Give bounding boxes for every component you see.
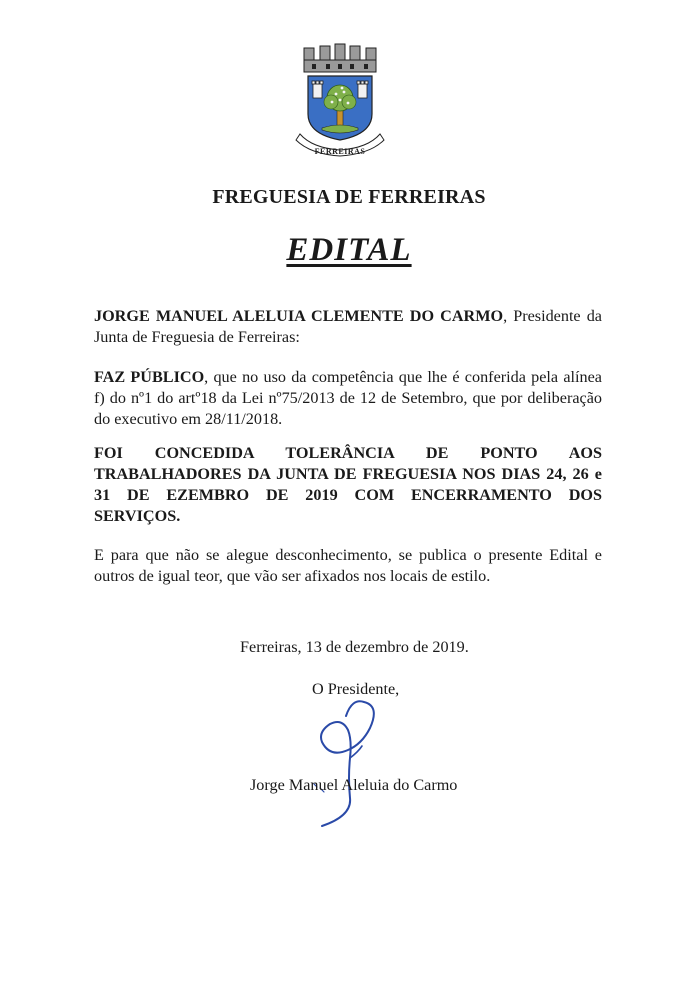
announcement-rest: , que no uso da competência que lhe é conferida pela alínea f) do nº1 do artº18 da Lei nº75/2013 de 12 de Setembro, que por deliberação do executivo em 28/11/2018. <box>94 368 602 428</box>
paragraph-announcement <box>94 367 602 430</box>
paragraph-publication: E para que não se alegue desconhecimento, se publica o presente Edital e outros de igual teor, que vão ser afixados nos locais de estilo. <box>94 546 602 585</box>
president-name: JORGE MANUEL ALELUIA CLEMENTE DO CARMO <box>94 307 504 325</box>
crest-scroll-text: FERREIRAS <box>314 147 366 156</box>
handwritten-signature-icon <box>300 688 410 838</box>
intro-rest: , Presidente da Junta de Freguesia de Ferreiras: <box>94 307 602 346</box>
paragraph-intro <box>94 306 602 348</box>
coat-of-arms-icon <box>290 42 390 162</box>
organization-title: FREGUESIA DE FERREIRAS <box>212 186 486 208</box>
signatory-role: O Presidente, <box>312 680 400 698</box>
place-date: Ferreiras, 13 de dezembro de 2019. <box>240 638 469 656</box>
signatory-name: Jorge Manuel Aleluia do Carmo <box>250 776 458 794</box>
document-title: EDITAL <box>286 232 412 268</box>
paragraph-tolerance: FOI CONCEDIDA TOLERÂNCIA DE PONTO AOS TRABALHADORES DA JUNTA DE FREGUESIA NOS DIAS 24, 26 e 31 DE EZEMBRO DE 2019 COM ENCERRAMENTO DOS SERVIÇOS. <box>94 444 602 525</box>
announcement-lead: FAZ PÚBLICO <box>94 368 205 386</box>
